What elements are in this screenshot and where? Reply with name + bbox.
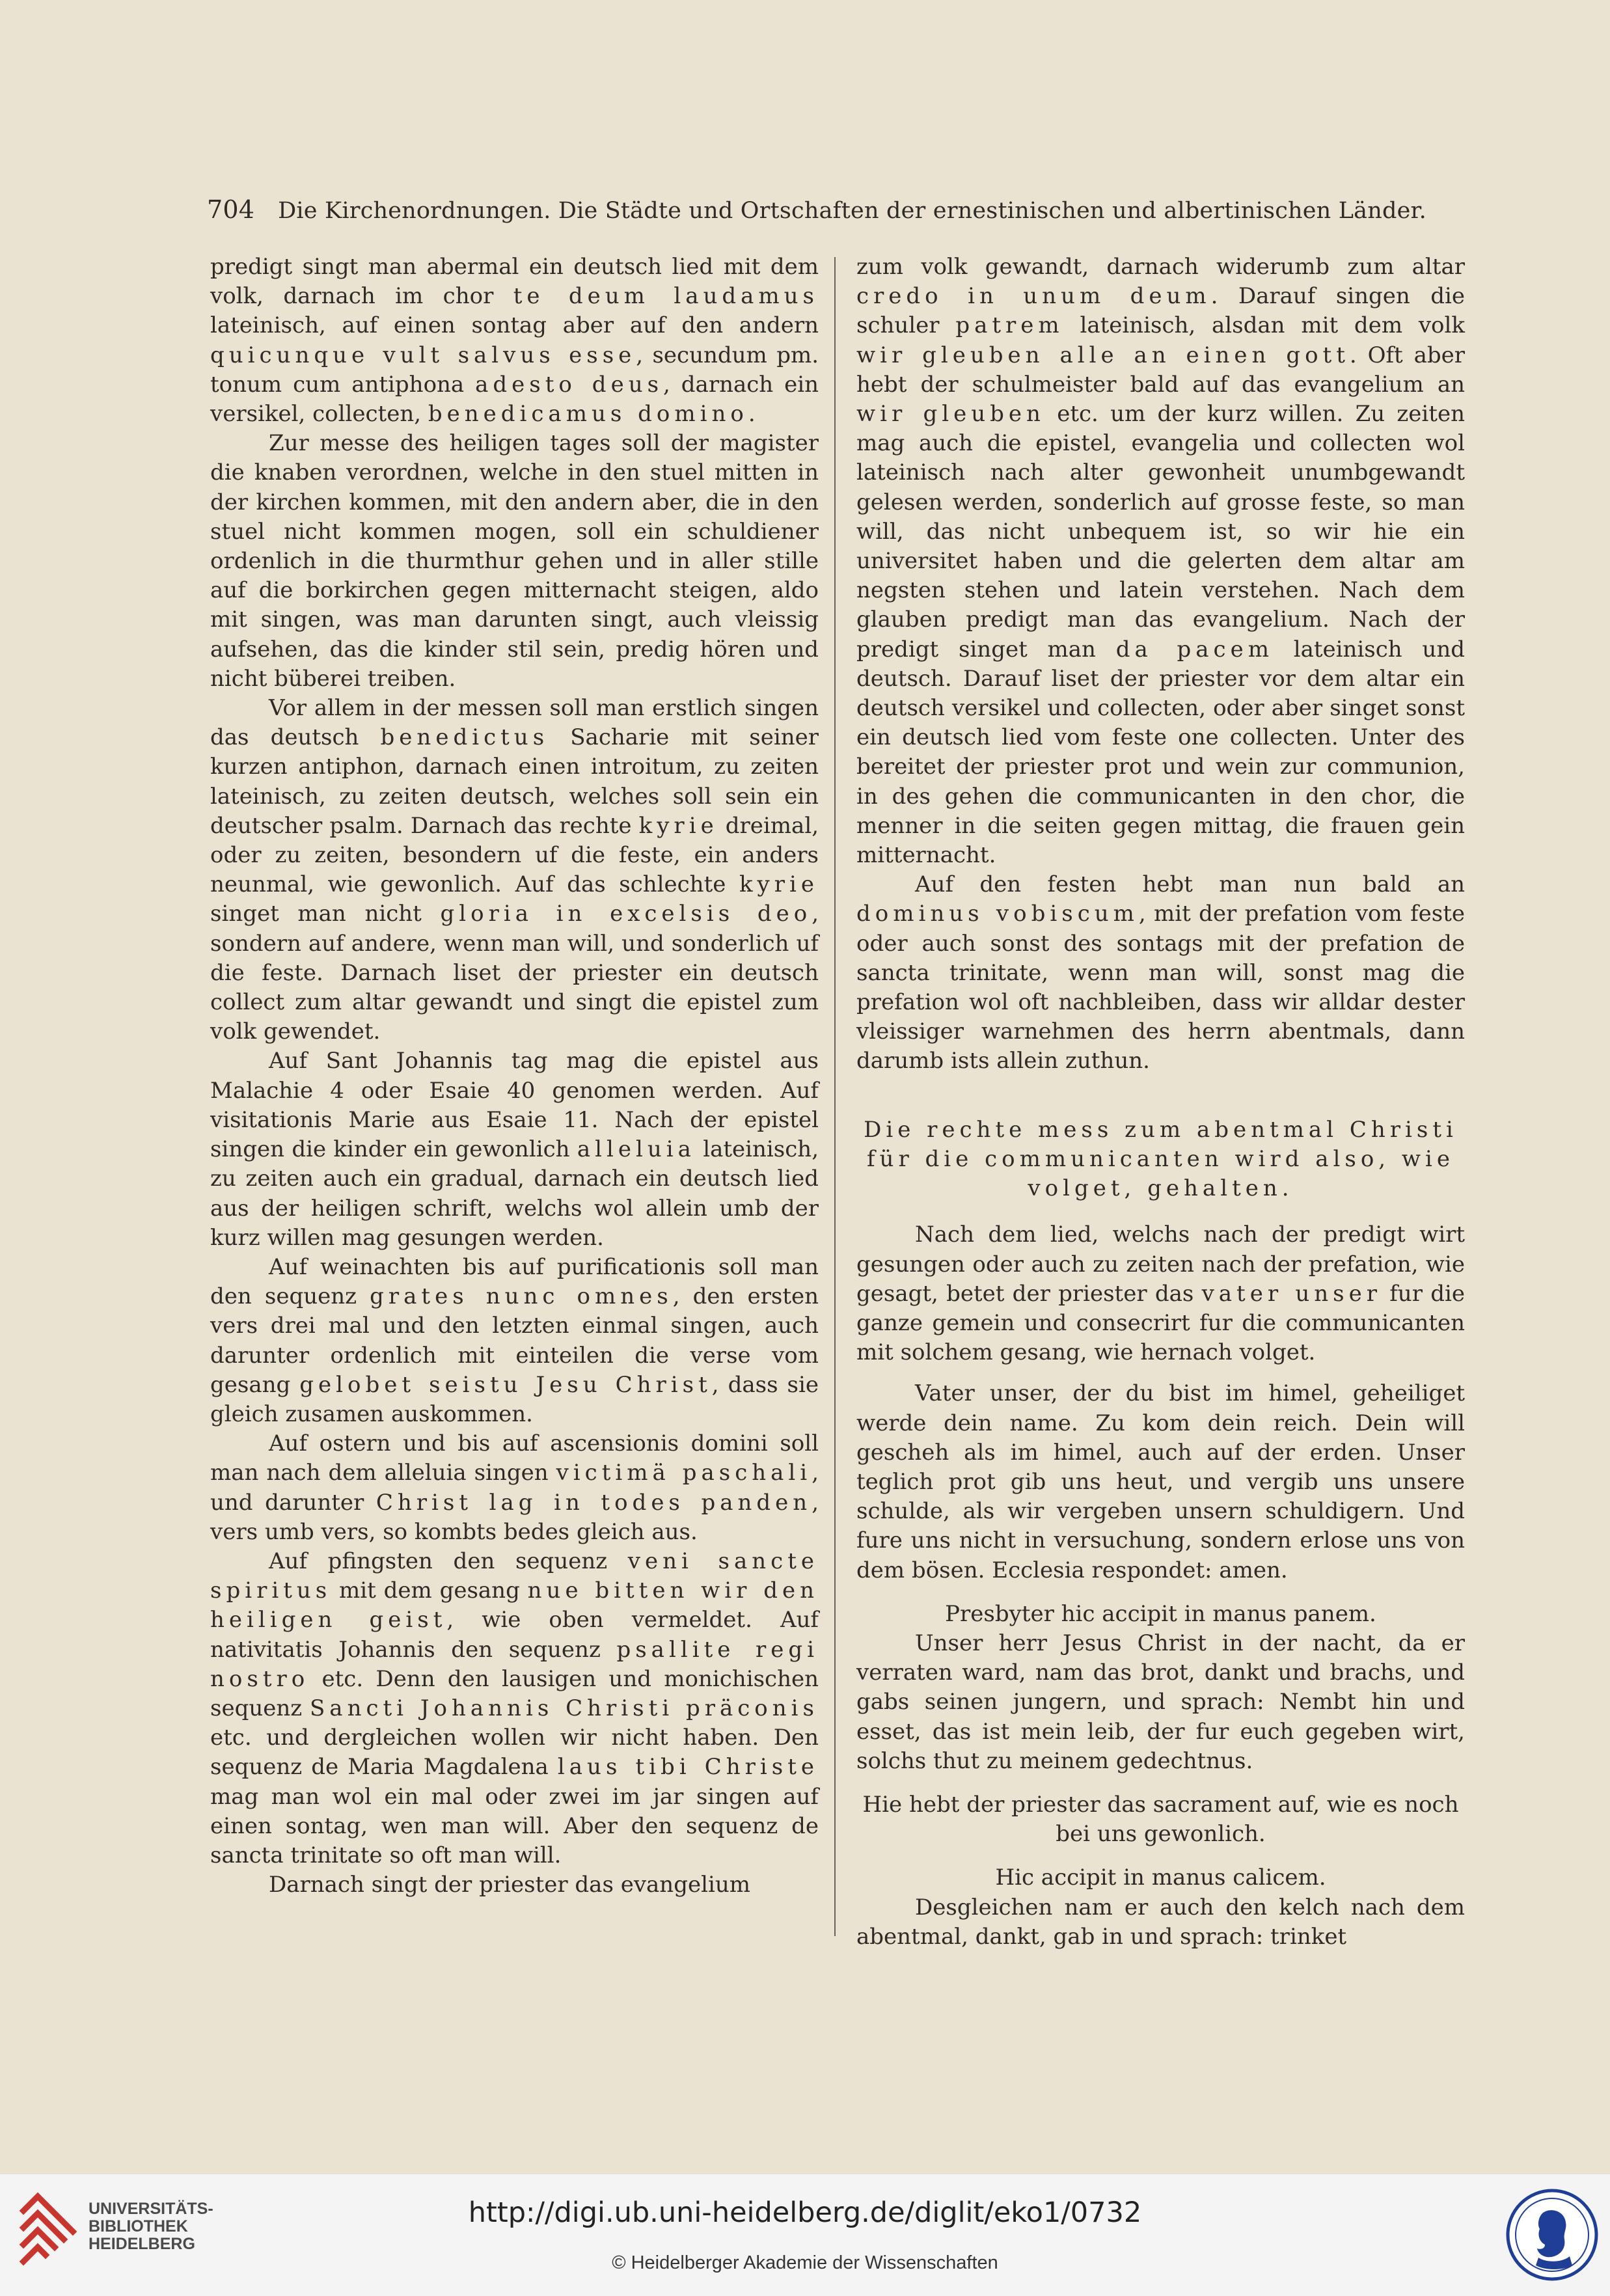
text-run: Hic accipit in manus calicem. xyxy=(995,1865,1326,1891)
text-run: dreimal, oder zu zeiten, besondern uf die feste, ein anders neunmal, wie gewonlich. Auf das schlechte xyxy=(210,812,819,898)
text-run: lateinisch und deutsch. Darauf liset der priester vor dem altar ein deutsch versikel und collecten, oder aber singet sonst ein deutsch lied vom feste one collecten. Unter des bereitet der priester prot und wein zur communion, in des gehen die communicanten in den chor, die menner in die seiten gegen mittag, die frauen gein mitternacht. xyxy=(856,636,1465,869)
library-name xyxy=(89,2200,213,2253)
spaced-term: Sancti Johannis Christi präconis xyxy=(310,1695,819,1721)
text-run: , sondern auf andere, wenn man will, und sonderlich uf die feste. Darnach liset der priester ein deutsch collect zum altar gewandt und singt die epistel zum volk gewendet. xyxy=(210,901,819,1045)
right-column xyxy=(856,253,1465,1952)
section-heading-line: volget, gehalten. xyxy=(1028,1175,1294,1202)
text-run: etc. Denn den lausigen und monichischen sequenz xyxy=(210,1665,819,1721)
column-divider xyxy=(834,257,836,1936)
ub-heidelberg-logo-icon[interactable] xyxy=(18,2191,78,2267)
text-run: etc. um der kurz willen. Zu zeiten mag auch die epistel, evangelia und collecten wol lateinisch nach alter gewonheit unumbgewandt gelesen werden, sonderlich auf grosse feste, so man will, das nicht unbequem ist, so wir hie ein universitet haben und die gelerten dem altar am negsten stehen und latein verstehen. Nach dem glauben predigt man das evangelium. Nach der predigt singet man xyxy=(856,401,1465,663)
text-run: lateinisch, auf einen sontag aber auf den andern xyxy=(210,312,819,339)
paragraph xyxy=(856,1379,1465,1585)
text-run: , darnach ein versikel, collecten, xyxy=(210,371,819,428)
spaced-term: kyrie xyxy=(638,812,718,839)
text-run: , dass sie gleich zusamen auskommen. xyxy=(210,1371,819,1427)
library-name-line: BIBLIOTHEK xyxy=(89,2217,188,2235)
page-number: 704 xyxy=(207,195,255,224)
paragraph xyxy=(856,253,1465,870)
permalink-url[interactable]: http://digi.ub.uni-heidelberg.de/diglit/eko1/0732 xyxy=(468,2196,1142,2229)
paragraph xyxy=(856,870,1465,1076)
paragraph xyxy=(210,1547,819,1870)
spaced-term: wir gleuben alle an einen gott xyxy=(856,342,1350,368)
paragraph xyxy=(210,1870,819,1900)
spaced-term: patrem xyxy=(955,312,1064,339)
right-column-bottom xyxy=(856,1220,1465,1952)
text-run: . xyxy=(748,401,756,428)
text-run: Zur messe des heiligen tages soll der magister die knaben verordnen, welche in den stuel mitten in der kirchen kommen, mit den andern aber, die in den stuel nicht kommen mogen, soll ein schuldiener ordenlich in die thurmthur gehen und in aller stille auf die borkirchen gegen mitternacht steigen, aldo mit singen, was man darunten singt, auch vleissig aufsehen, das die kinder stil sein, predig hören und nicht büberei treiben. xyxy=(210,430,819,692)
text-run: . Oft aber hebt der schulmeister bald auf das evangelium an xyxy=(856,342,1465,398)
text-run: Vater unser, der du bist im himel, geheiliget werde dein name. Zu kom dein reich. Dein will gescheh als im himel, auch auf der erden. Unser teglich prot gib uns heut, und vergib uns unsere schulde, als wir vergeben unsern schuldigern. Und fure uns nicht in versuchung, sondern erlose uns von dem bösen. Ecclesia respondet: amen. xyxy=(856,1380,1465,1583)
spaced-term: nue bitten wir den heiligen geist xyxy=(210,1578,819,1633)
spaced-term: laus tibi Christe xyxy=(557,1754,819,1781)
text-run: Desgleichen nam er auch den kelch nach dem abentmal, dankt, gab in und sprach: trinket xyxy=(856,1894,1465,1950)
text-run: Unser herr Jesus Christ in der nacht, da er verraten ward, nam das brot, dankt und brachs, und gabs seinen jungern, und sprach: Nembt hin und esset, das ist mein leib, der fur euch gegeben wirt, solchs thut zu meinem gedechtnus. xyxy=(856,1630,1465,1774)
spaced-term: alleluia xyxy=(577,1136,696,1163)
paragraph xyxy=(210,1429,819,1547)
text-run: mit dem gesang xyxy=(331,1578,528,1604)
copyright-notice: © Heidelberger Akademie der Wissenschaften xyxy=(612,2252,998,2273)
text-run: zum volk gewandt, darnach widerumb zum altar xyxy=(856,254,1465,280)
text-run: , und darunter xyxy=(210,1460,819,1516)
spaced-term: gelobet seistu Jesu Christ xyxy=(299,1371,712,1398)
spaced-term: grates nunc omnes xyxy=(370,1283,673,1310)
text-run: predigt singt man abermal ein deutsch lied mit dem volk, darnach im chor xyxy=(210,254,819,310)
section-heading-line: Die rechte mess zum abentmal Christi xyxy=(864,1116,1458,1143)
spaced-term: quicunque vult salvus esse xyxy=(210,342,636,368)
paragraph xyxy=(856,1629,1465,1776)
paragraph xyxy=(856,1893,1465,1952)
text-run: Auf pfingsten den sequenz xyxy=(269,1548,628,1574)
paragraph xyxy=(210,429,819,694)
text-run: Presbyter hic accipit in manus panem. xyxy=(945,1600,1376,1627)
text-run: , secundum pm. tonum cum antiphona xyxy=(210,342,819,398)
text-run: singet man nicht xyxy=(210,901,441,927)
paragraph xyxy=(856,1220,1465,1367)
paragraph xyxy=(856,1600,1465,1629)
spaced-term: da pacem xyxy=(1115,636,1274,663)
spaced-term: benedicamus domino xyxy=(428,401,748,428)
spaced-term: Christ lag in todes panden xyxy=(375,1489,812,1516)
section-heading xyxy=(856,1115,1465,1204)
text-run: Sacharie mit seiner kurzen antiphon, darnach einen introitum, zu zeiten lateinisch, zu zeiten deutsch, welches soll sein ein deutscher psalm. Darnach das rechte xyxy=(210,724,819,839)
text-run: Auf ostern und bis auf ascensionis domini soll man nach dem alleluia singen xyxy=(210,1430,819,1486)
akademie-seal-icon[interactable] xyxy=(1505,2187,1600,2282)
spaced-term: wir gleuben xyxy=(856,401,1045,428)
spaced-term: veni sancte spiritus xyxy=(210,1548,819,1604)
text-run: Darnach singt der priester das evangelium xyxy=(269,1872,750,1898)
spaced-term: te deum laudamus xyxy=(513,283,819,310)
text-run: Auf Sant Johannis tag mag die epistel aus Malachie 4 oder Esaie 40 genomen werden. Auf visitationis Marie aus Esaie 11. Nach der epistel singen die kinder ein gewonlich xyxy=(210,1048,819,1163)
section-heading-line: für die communicanten wird also, wie xyxy=(866,1145,1455,1172)
text-run: lateinisch, zu zeiten auch ein gradual, darnach ein deutsch lied aus der heiligen schrift, welchs wol allein umb der kurz willen mag gesungen werden. xyxy=(210,1136,819,1251)
left-column xyxy=(210,253,819,1900)
spaced-term: victimä paschali xyxy=(556,1460,812,1486)
spaced-term: gloria in excelsis deo xyxy=(440,901,812,927)
right-column-top xyxy=(856,253,1465,1076)
text-run: etc. und dergleichen wollen wir nicht haben. Den sequenz de Maria Magdalena xyxy=(210,1725,819,1781)
library-name-line: UNIVERSITÄTS- xyxy=(89,2200,213,2218)
library-name-line: HEIDELBERG xyxy=(89,2235,195,2253)
spaced-term: credo in unum deum xyxy=(856,283,1211,310)
text-run: Hie hebt der priester das sacrament auf, wie es noch bei uns gewonlich. xyxy=(862,1791,1459,1848)
text-run: Nach dem lied, welchs nach der predigt wirt gesungen oder auch zu zeiten nach der prefation, wie gesagt, betet der priester das xyxy=(856,1222,1465,1307)
text-run: , mit der prefation vom feste oder auch sonst des sontags mit der prefation de sancta trinitate, wenn man will, sonst mag die prefation wol oft nachbleiben, dass wir alldar dester vleissiger warnehmen des herrn abentmals, dann darumb ists allein zuthun. xyxy=(856,901,1466,1074)
spaced-term: benedictus xyxy=(380,724,549,751)
spaced-term: vater unser xyxy=(1201,1280,1382,1307)
text-run: fur die ganze gemein und consecrirt fur die communicanten mit solchem gesang, wie hernach volget. xyxy=(856,1280,1465,1366)
text-run: mag man wol ein mal oder zwei im jar singen auf einen sontag, wen man will. Aber den sequenz de sancta trinitate so oft man will. xyxy=(210,1783,819,1868)
spaced-term: kyrie xyxy=(739,871,819,898)
running-title: Die Kirchenordnungen. Die Städte und Ortschaften der ernestinischen und albertinischen Länder. xyxy=(278,198,1426,224)
paragraph xyxy=(210,694,819,1046)
paragraph xyxy=(210,1046,819,1252)
spaced-term: adesto deus xyxy=(475,371,664,398)
text-run: Auf den festen hebt man nun bald an xyxy=(915,871,1465,898)
paragraph xyxy=(210,1253,819,1429)
text-run: lateinisch, alsdan mit dem volk xyxy=(1063,312,1466,339)
footer-bar xyxy=(0,2174,1610,2296)
running-header xyxy=(207,195,1426,224)
text-run: . Darauf singen die schuler xyxy=(856,283,1465,339)
paragraph xyxy=(210,253,819,429)
text-run: Vor allem in der messen soll man erstlich singen das deutsch xyxy=(210,695,819,751)
paragraph xyxy=(856,1790,1465,1849)
text-run: Auf weinachten bis auf purificationis soll man den sequenz xyxy=(210,1253,819,1310)
paragraph xyxy=(856,1863,1465,1893)
text-run: , vers umb vers, so kombts bedes gleich aus. xyxy=(210,1489,819,1545)
spaced-term: dominus vobiscum xyxy=(856,901,1139,927)
spaced-term: psallite regi nostro xyxy=(210,1636,819,1692)
text-run: , wie oben vermeldet. Auf nativitatis Johannis den sequenz xyxy=(210,1607,819,1663)
text-run: , den ersten vers drei mal und den letzten einmal singen, auch darunter ordenlich mit einteilen die verse vom gesang xyxy=(210,1283,819,1398)
